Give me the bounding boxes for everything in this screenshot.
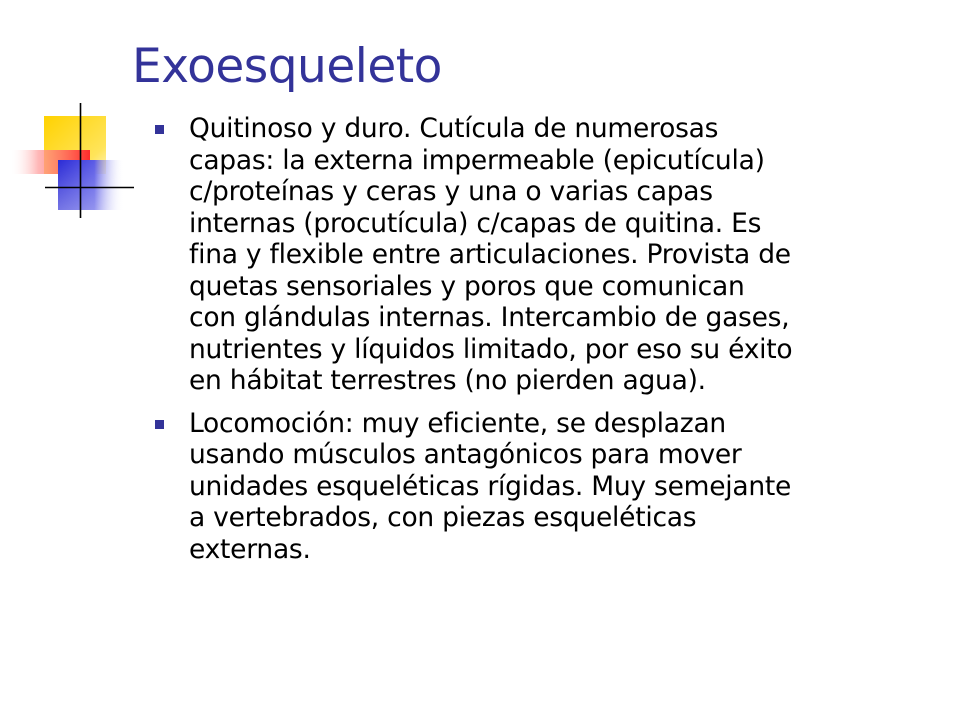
bullet-text-line: unidades esqueléticas rígidas. Muy semejante <box>189 470 792 502</box>
bullet-text-line: c/proteínas y ceras y una o varias capas <box>189 176 713 207</box>
bullet-text-line: internas (procutícula) c/capas de quitina. Es <box>189 207 762 239</box>
bullet-text-line: externas. <box>189 533 311 565</box>
bullet-text-line: nutrientes y líquidos limitado, por eso su éxito <box>189 333 793 365</box>
bullet-list <box>151 113 951 576</box>
bullet-text-line: en hábitat terrestres (no pierden agua). <box>189 365 706 396</box>
bullet-item-locomotion <box>151 408 951 566</box>
square-bullet-icon <box>155 125 164 134</box>
bullet-text-line: capas: la externa impermeable (epicutícula) <box>189 144 765 176</box>
bullet-item-exoskeleton <box>151 113 951 397</box>
bullet-text-line: Quitinoso y duro. Cutícula de numerosas <box>189 113 719 144</box>
bullet-text-line: usando músculos antagónicos para mover <box>189 439 742 470</box>
decorative-squares-graphic <box>0 0 140 230</box>
bullet-text-line: a vertebrados, con piezas esqueléticas <box>189 502 697 533</box>
bullet-text-line: quetas sensoriales y poros que comunican <box>189 270 745 302</box>
square-bullet-icon <box>155 420 164 429</box>
bullet-text-line: fina y flexible entre articulaciones. Provista de <box>189 239 791 270</box>
slide-title: Exoesqueleto <box>132 39 442 94</box>
bullet-text-line: con glándulas internas. Intercambio de gases, <box>189 302 790 333</box>
bullet-text-line: Locomoción: muy eficiente, se desplazan <box>189 407 726 439</box>
